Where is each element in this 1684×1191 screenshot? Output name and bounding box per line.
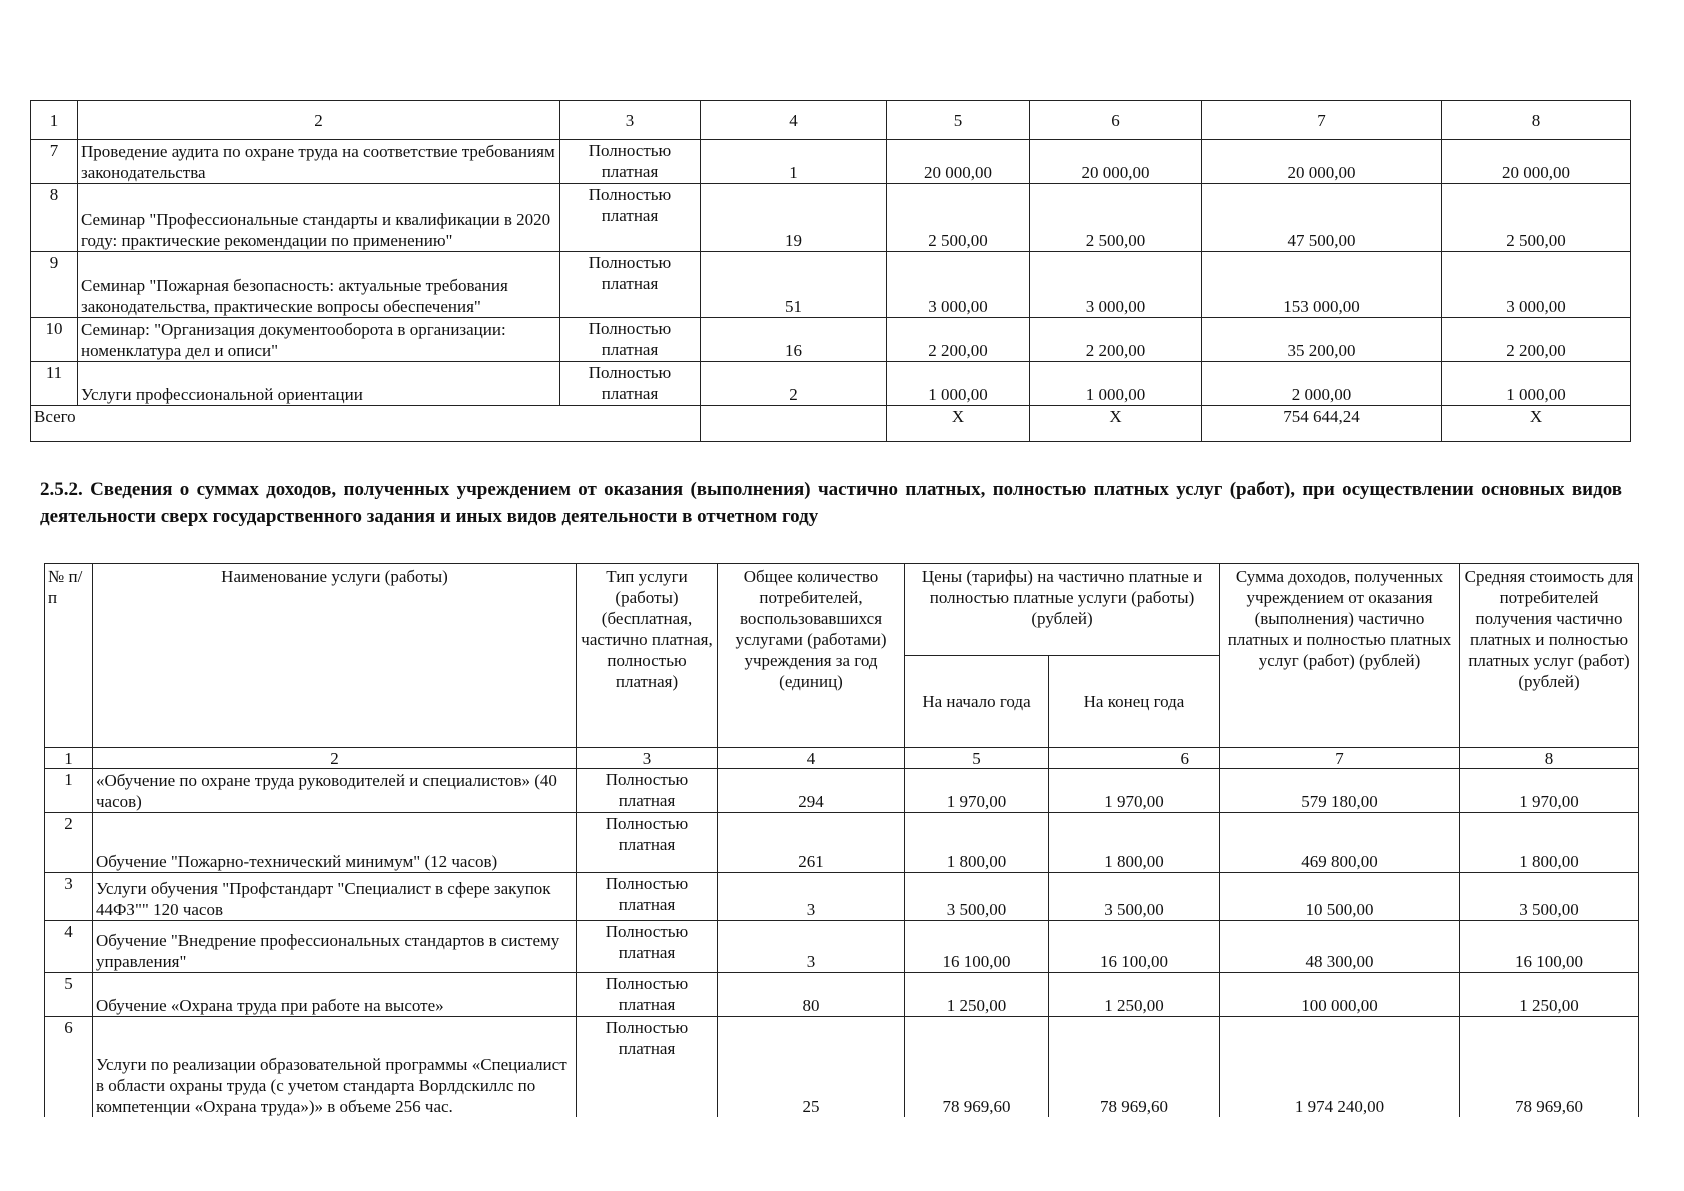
header-price-end: На конец года [1049, 656, 1220, 748]
row-number: 10 [31, 318, 78, 362]
total-price-start: X [887, 406, 1030, 442]
income: 48 300,00 [1220, 921, 1460, 973]
paid-services-income-table [44, 563, 1639, 1117]
service-name: Услуги по реализации образовательной программы «Специалист в области охраны труда (с учетом стандарта Ворлдскиллс по компетенции «Охрана труда»)» в объеме 256 час. [93, 1017, 577, 1117]
table-row [45, 769, 1639, 813]
service-name: «Обучение по охране труда руководителей и специалистов» (40 часов) [93, 769, 577, 813]
income: 35 200,00 [1202, 318, 1442, 362]
total-price-end: X [1030, 406, 1202, 442]
row-number: 6 [45, 1017, 93, 1117]
header-price-start: На начало года [905, 656, 1049, 748]
consumer-count: 3 [718, 921, 905, 973]
price-end: 1 250,00 [1049, 973, 1220, 1017]
column-index: 3 [577, 748, 718, 769]
row-number: 11 [31, 362, 78, 406]
average-cost: 1 250,00 [1460, 973, 1639, 1017]
average-cost: 3 500,00 [1460, 873, 1639, 921]
table-row [45, 1017, 1639, 1117]
row-number: 9 [31, 252, 78, 318]
average-cost: 1 970,00 [1460, 769, 1639, 813]
total-income: 754 644,24 [1202, 406, 1442, 442]
column-index: 2 [78, 101, 560, 140]
price-end: 1 970,00 [1049, 769, 1220, 813]
header-income: Сумма доходов, полученных учреждением от оказания (выполнения) частично платных и полностью платных услуг (работ) (рублей) [1220, 564, 1460, 748]
price-end: 3 500,00 [1049, 873, 1220, 921]
column-index: 4 [718, 748, 905, 769]
service-name: Проведение аудита по охране труда на соответствие требованиям законодательства [78, 140, 560, 184]
average-cost: 78 969,60 [1460, 1017, 1639, 1117]
header-prices: Цены (тарифы) на частично платные и полностью платные услуги (работы) (рублей) [905, 564, 1220, 656]
table-row [45, 813, 1639, 873]
average-cost: 1 800,00 [1460, 813, 1639, 873]
service-type: Полностью платная [577, 769, 718, 813]
consumer-count: 294 [718, 769, 905, 813]
service-name: Обучение "Внедрение профессиональных стандартов в систему управления" [93, 921, 577, 973]
price-end: 16 100,00 [1049, 921, 1220, 973]
average-cost: 1 000,00 [1442, 362, 1631, 406]
service-name: Услуги обучения "Профстандарт "Специалист в сфере закупок 44ФЗ"" 120 часов [93, 873, 577, 921]
column-index: 6 [1049, 748, 1220, 769]
column-index: 5 [905, 748, 1049, 769]
service-type: Полностью платная [577, 813, 718, 873]
price-start: 16 100,00 [905, 921, 1049, 973]
consumer-count: 1 [701, 140, 887, 184]
service-name: Семинар "Пожарная безопасность: актуальные требования законодательства, практические вопросы обеспечения" [78, 252, 560, 318]
table-row [31, 184, 1631, 252]
table-row [31, 318, 1631, 362]
service-type: Полностью платная [560, 252, 701, 318]
consumer-count: 19 [701, 184, 887, 252]
row-number: 8 [31, 184, 78, 252]
average-cost: 20 000,00 [1442, 140, 1631, 184]
table-row [31, 252, 1631, 318]
column-index: 8 [1460, 748, 1639, 769]
row-number: 4 [45, 921, 93, 973]
service-type: Полностью платная [560, 362, 701, 406]
price-start: 78 969,60 [905, 1017, 1049, 1117]
consumer-count: 25 [718, 1017, 905, 1117]
service-name: Обучение "Пожарно-технический минимум" (12 часов) [93, 813, 577, 873]
price-start: 1 970,00 [905, 769, 1049, 813]
service-type: Полностью платная [577, 973, 718, 1017]
section-title: 2.5.2. Сведения о суммах доходов, полученных учреждением от оказания (выполнения) частично платных, полностью платных услуг (работ), при осуществлении основных видов деятельности сверх государственного задания и иных видов деятельности в отчетном году [40, 479, 1622, 527]
consumer-count: 80 [718, 973, 905, 1017]
service-type: Полностью платная [560, 318, 701, 362]
total-label: Всего [31, 406, 701, 442]
price-start: 2 500,00 [887, 184, 1030, 252]
header-average-cost: Средняя стоимость для потребителей получения частично платных и полностью платных услуг (работ) (рублей) [1460, 564, 1639, 748]
price-start: 2 200,00 [887, 318, 1030, 362]
header-number: № п/п [45, 564, 93, 748]
column-index: 5 [887, 101, 1030, 140]
consumer-count: 2 [701, 362, 887, 406]
header-consumer-count: Общее количество потребителей, воспользовавшихся услугами (работами) учреждения за год (единиц) [718, 564, 905, 748]
service-type: Полностью платная [560, 140, 701, 184]
service-type: Полностью платная [577, 921, 718, 973]
average-cost: 16 100,00 [1460, 921, 1639, 973]
price-end: 20 000,00 [1030, 140, 1202, 184]
price-start: 20 000,00 [887, 140, 1030, 184]
service-name: Обучение «Охрана труда при работе на высоте» [93, 973, 577, 1017]
service-name: Семинар "Профессиональные стандарты и квалификации в 2020 году: практические рекомендации по применению" [78, 184, 560, 252]
price-start: 1 250,00 [905, 973, 1049, 1017]
header-service-name: Наименование услуги (работы) [93, 564, 577, 748]
price-start: 3 000,00 [887, 252, 1030, 318]
price-end: 2 200,00 [1030, 318, 1202, 362]
services-table-continued [30, 100, 1631, 442]
service-type: Полностью платная [577, 873, 718, 921]
total-average: X [1442, 406, 1631, 442]
price-start: 1 000,00 [887, 362, 1030, 406]
income: 100 000,00 [1220, 973, 1460, 1017]
column-index: 8 [1442, 101, 1631, 140]
column-index: 6 [1030, 101, 1202, 140]
price-end: 78 969,60 [1049, 1017, 1220, 1117]
income: 20 000,00 [1202, 140, 1442, 184]
income: 153 000,00 [1202, 252, 1442, 318]
row-number: 3 [45, 873, 93, 921]
row-number: 1 [45, 769, 93, 813]
table-row [31, 362, 1631, 406]
consumer-count: 3 [718, 873, 905, 921]
average-cost: 3 000,00 [1442, 252, 1631, 318]
column-index: 3 [560, 101, 701, 140]
income: 579 180,00 [1220, 769, 1460, 813]
row-number: 2 [45, 813, 93, 873]
column-index: 7 [1202, 101, 1442, 140]
service-type: Полностью платная [560, 184, 701, 252]
price-end: 1 000,00 [1030, 362, 1202, 406]
row-number: 5 [45, 973, 93, 1017]
table-row [45, 873, 1639, 921]
service-name: Услуги профессиональной ориентации [78, 362, 560, 406]
price-start: 3 500,00 [905, 873, 1049, 921]
column-index: 1 [31, 101, 78, 140]
row-number: 7 [31, 140, 78, 184]
column-index: 1 [45, 748, 93, 769]
consumer-count: 51 [701, 252, 887, 318]
service-type: Полностью платная [577, 1017, 718, 1117]
average-cost: 2 500,00 [1442, 184, 1631, 252]
header-service-type: Тип услуги (работы) (бесплатная, частично платная, полностью платная) [577, 564, 718, 748]
price-end: 3 000,00 [1030, 252, 1202, 318]
table-row [45, 973, 1639, 1017]
column-index-row [31, 101, 1631, 140]
total-row [31, 406, 1631, 442]
price-start: 1 800,00 [905, 813, 1049, 873]
price-end: 2 500,00 [1030, 184, 1202, 252]
service-name: Семинар: "Организация документооборота в организации: номенклатура дел и описи" [78, 318, 560, 362]
income: 469 800,00 [1220, 813, 1460, 873]
column-index: 2 [93, 748, 577, 769]
income: 2 000,00 [1202, 362, 1442, 406]
average-cost: 2 200,00 [1442, 318, 1631, 362]
price-end: 1 800,00 [1049, 813, 1220, 873]
column-index: 7 [1220, 748, 1460, 769]
income: 10 500,00 [1220, 873, 1460, 921]
column-index-row [45, 748, 1639, 769]
table-row [31, 140, 1631, 184]
consumer-count: 16 [701, 318, 887, 362]
table-row [45, 921, 1639, 973]
income: 47 500,00 [1202, 184, 1442, 252]
consumer-count: 261 [718, 813, 905, 873]
income: 1 974 240,00 [1220, 1017, 1460, 1117]
total-count [701, 406, 887, 442]
header-row [45, 564, 1639, 656]
column-index: 4 [701, 101, 887, 140]
